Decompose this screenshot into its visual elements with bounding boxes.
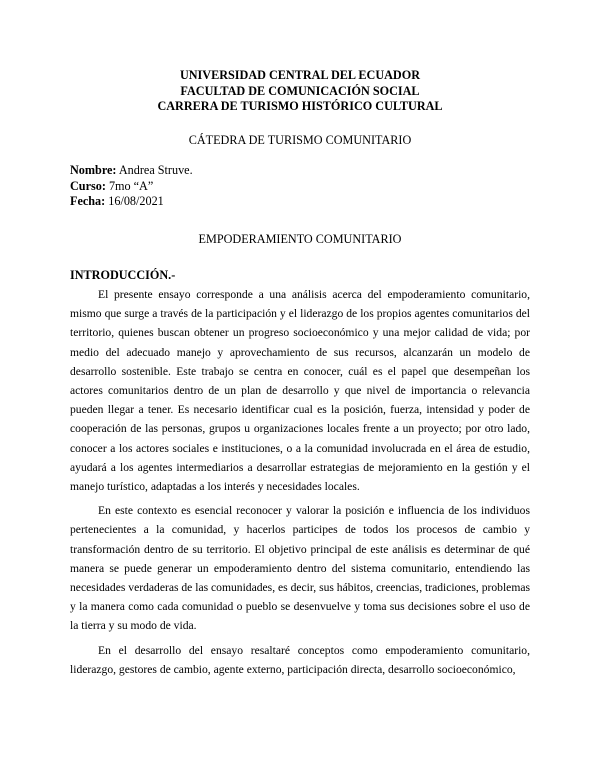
name-value: Andrea Struve. [116,163,193,177]
course-value: 7mo “A” [105,178,154,193]
course-line [70,179,193,195]
career-name: CARRERA DE TURISMO HISTÓRICO CULTURAL [157,99,443,113]
paragraph: En este contexto es esencial reconocer y valorar la posición e influencia de los individuos pertenecientes a la comunidad, y hacerlos participes de todos los procesos de cambio y transformación dentro de su territorio. El objetivo principal de este análisis es determinar de qué manera se puede generar un empoderamiento dentro del sistema comunitario, entendiendo las necesidades verdaderas de las comunidades, es decir, sus hábitos, creencias, tradiciones, problemas y la manera como cada comunidad o pueblo se desenvuelve y toma sus decisiones sobre el uso de la tierra y su modo de vida. [70,504,530,633]
university-name: UNIVERSIDAD CENTRAL DEL ECUADOR [179,68,421,82]
student-info [70,163,193,210]
paragraph: En el desarrollo del ensayo resaltaré conceptos como empoderamiento comunitario, liderazgo, gestores de cambio, agente externo, participación directa, desarrollo socioeconómico, [70,643,530,676]
essay-body [70,285,530,684]
faculty-name: FACULTAD DE COMUNICACIÓN SOCIAL [180,83,420,98]
name-line [70,163,193,179]
course-label: Curso: [70,178,106,193]
date-label: Fecha: [70,194,106,208]
name-label: Nombre: [70,163,117,177]
paragraph: El presente ensayo corresponde a una análisis acerca del empoderamiento comunitario, mismo que surge a través de la participación y el liderazgo de los propios agentes comunitarios del territorio, quienes buscan obtener un progreso socioeconómico y una mejor calidad de vida; por medio del adecuado manejo y aprovechamiento de sus recursos, alcanzarán un modelo de desarrollo sostenible. Este trabajo se centra en conocer, cuál es el papel que desempeñan los actores comunitarios dentro de un plan de desarrollo y que nivel de importancia o relevancia pueden llegar a tener. Es necesario identificar cual es la posición, fuerza, intensidad y poder de cooperación de las personas, grupos u organizaciones locales frente a un proyecto; por otro lado, conocer a los actores sociales e instituciones, o a la comunidad involucrada en el área de estudio, ayudará a los agentes intermediarios a desarrollar estrategias de mejoramiento en la gestión y el manejo turístico, adaptadas a los interés y necesidades locales. [70,288,530,494]
date-value: 16/08/2021 [105,194,164,208]
essay-title: EMPODERAMIENTO COMUNITARIO [198,232,402,246]
institution-header [0,68,600,115]
date-line [70,194,193,210]
course-chair: CÁTEDRA DE TURISMO COMUNITARIO [188,133,412,147]
section-heading: INTRODUCCIÓN.- [70,268,176,282]
